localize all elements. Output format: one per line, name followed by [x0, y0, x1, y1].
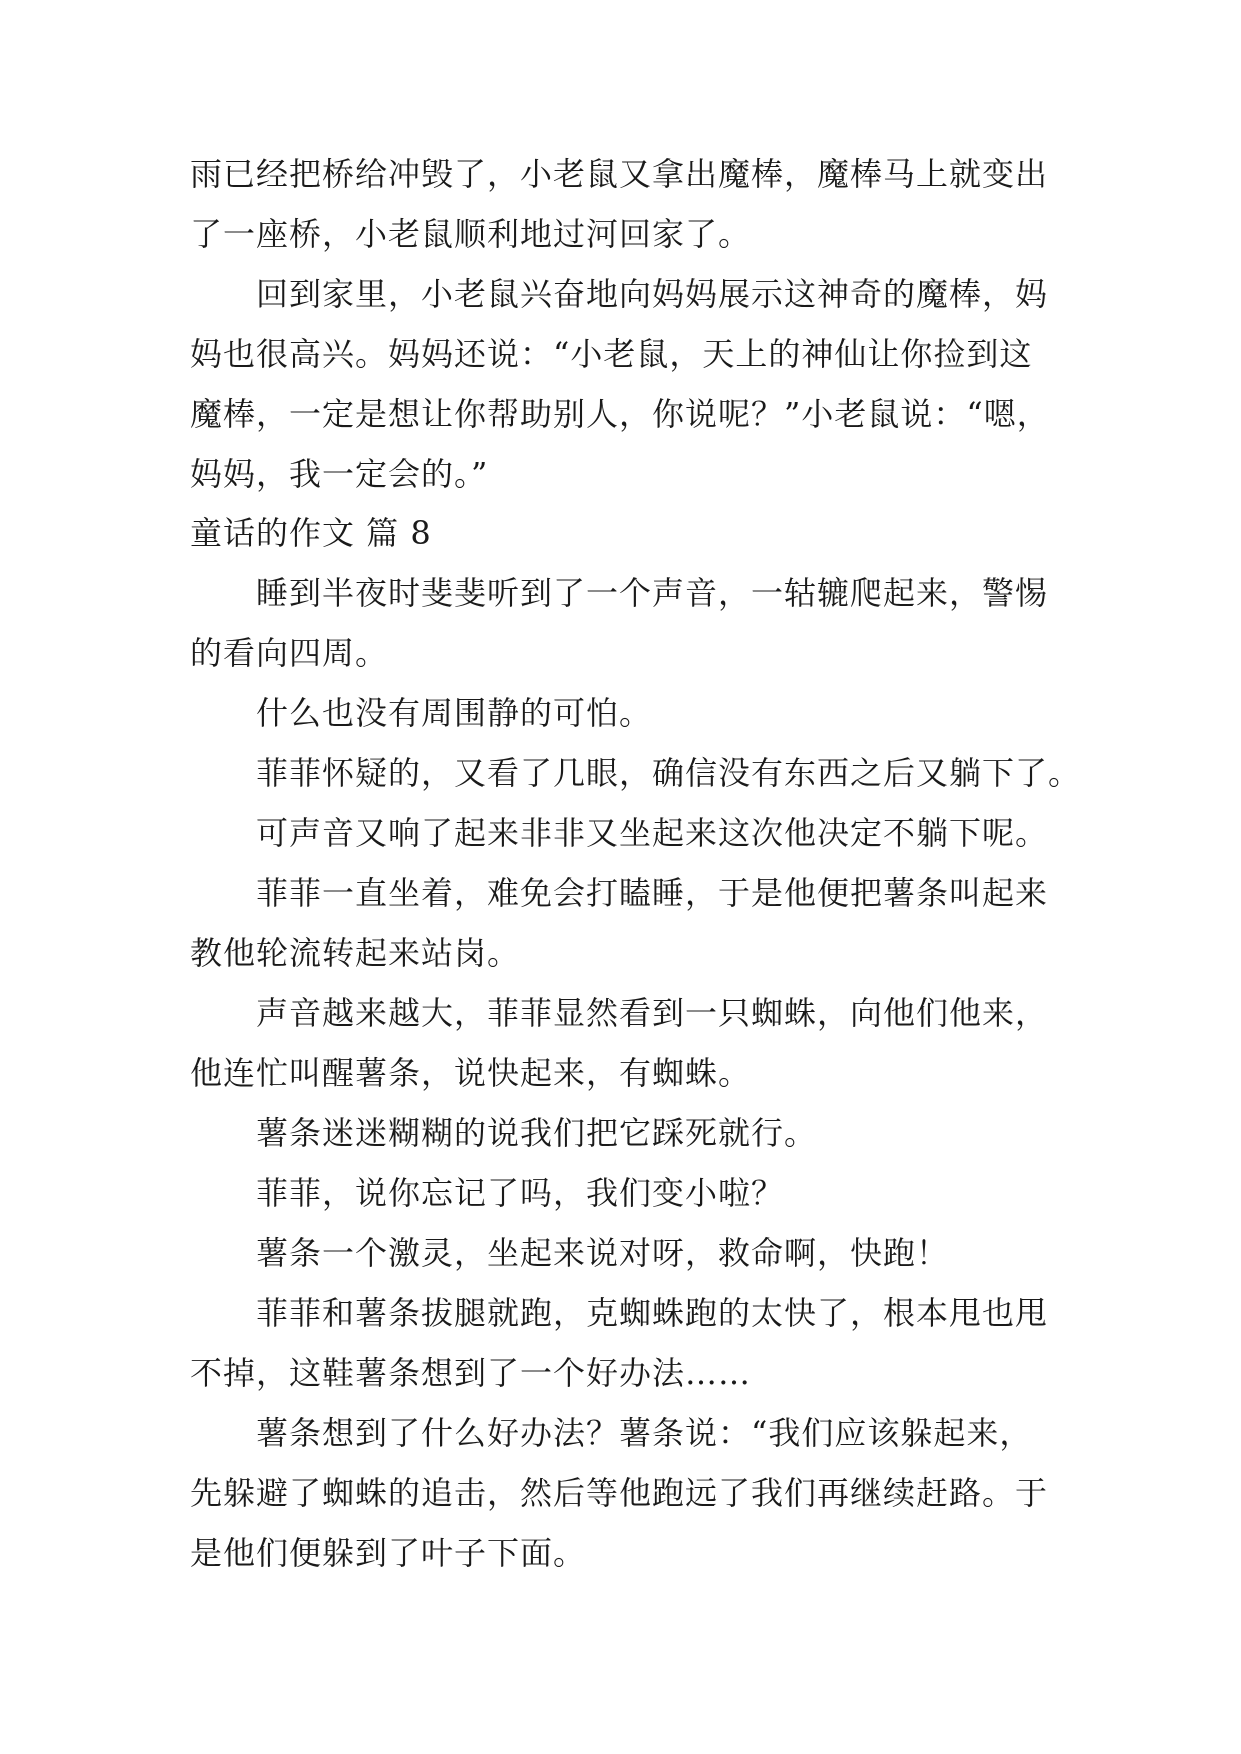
paragraph-first-line: 菲菲，说你忘记了吗，我们变小啦？: [256, 1174, 785, 1212]
paragraph-first-line: 什么也没有周围静的可怕。: [256, 694, 653, 732]
text-line: 妈妈，我一定会的。”: [190, 455, 489, 493]
paragraph-first-line: 菲菲怀疑的，又看了几眼，确信没有东西之后又躺下了。: [256, 754, 1082, 792]
text-line: 魔棒，一定是想让你帮助别人，你说呢？”小老鼠说：“嗯，: [190, 395, 1050, 433]
paragraph-first-line: 菲菲和薯条拔腿就跑，克蜘蛛跑的太快了，根本甩也甩: [256, 1294, 1049, 1332]
paragraph-first-line: 薯条想到了什么好办法？薯条说：“我们应该躲起来，: [256, 1414, 1033, 1452]
text-line: 妈也很高兴。妈妈还说：“小老鼠，天上的神仙让你捡到这: [190, 335, 1033, 373]
paragraph-first-line: 可声音又响了起来非非又坐起来这次他决定不躺下呢。: [256, 814, 1049, 852]
text-line: 了一座桥，小老鼠顺利地过河回家了。: [190, 215, 752, 253]
text-line: 是他们便躲到了叶子下面。: [190, 1534, 587, 1572]
paragraph-first-line: 声音越来越大，菲菲显然看到一只蜘蛛，向他们他来，: [256, 994, 1049, 1032]
text-line: 先躲避了蜘蛛的追击，然后等他跑远了我们再继续赶路。于: [190, 1474, 1049, 1512]
paragraph-first-line: 回到家里，小老鼠兴奋地向妈妈展示这神奇的魔棒，妈: [256, 275, 1049, 313]
text-line: 不掉，这鞋薯条想到了一个好办法……: [190, 1354, 752, 1392]
paragraph-first-line: 薯条迷迷糊糊的说我们把它踩死就行。: [256, 1114, 818, 1152]
paragraph-first-line: 薯条一个激灵，坐起来说对呀，救命啊，快跑！: [256, 1234, 950, 1272]
text-line: 的看向四周。: [190, 634, 389, 672]
paragraph-first-line: 菲菲一直坐着，难免会打瞌睡，于是他便把薯条叫起来: [256, 874, 1049, 912]
section-heading: 童话的作文 篇 8: [190, 514, 432, 552]
paragraph-first-line: 睡到半夜时斐斐听到了一个声音，一轱辘爬起来，警惕: [256, 574, 1049, 612]
text-line: 教他轮流转起来站岗。: [190, 934, 521, 972]
text-line: 雨已经把桥给冲毁了，小老鼠又拿出魔棒，魔棒马上就变出: [190, 155, 1049, 193]
text-line: 他连忙叫醒薯条，说快起来，有蜘蛛。: [190, 1054, 752, 1092]
